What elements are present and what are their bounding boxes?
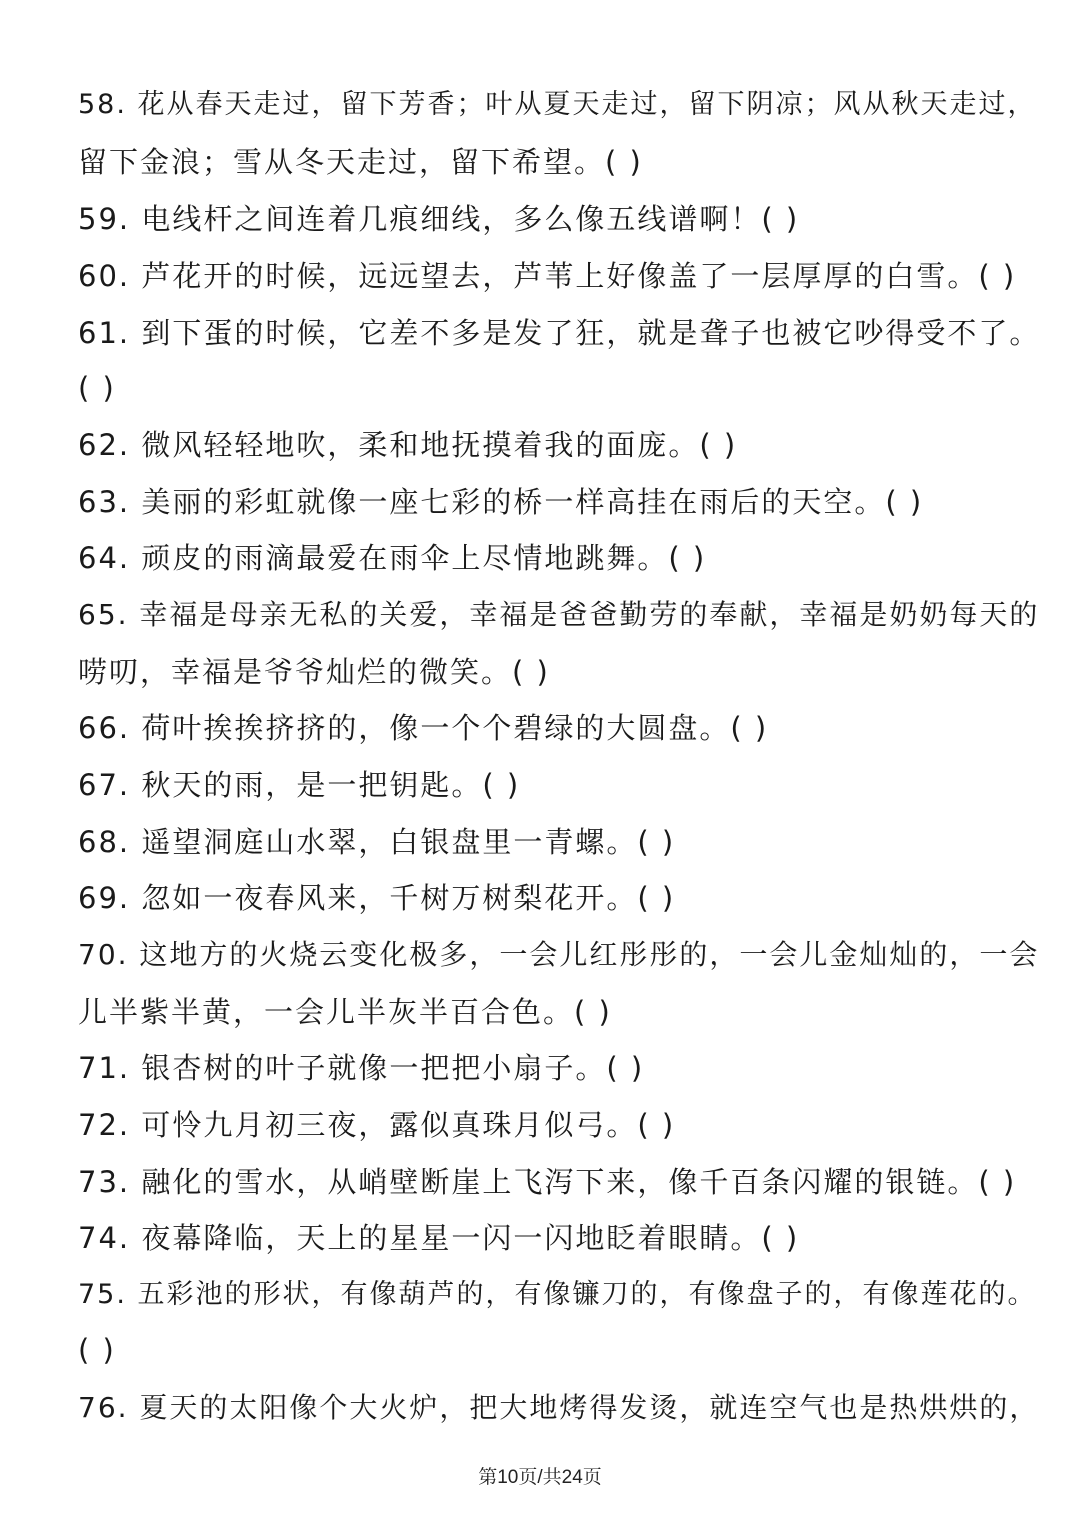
- line-62: 62. 微风轻轻地吹，柔和地抚摸着我的面庞。( ): [78, 428, 738, 462]
- line-65b: 唠叨，幸福是爷爷灿烂的微笑。( ): [78, 655, 550, 689]
- line-59: 59. 电线杆之间连着几痕细线，多么像五线谱啊！( ): [78, 202, 800, 236]
- line-76: 76. 夏天的太阳像个大火炉，把大地烤得发烫，就连空气也是热烘烘的，: [78, 1391, 1040, 1424]
- line-69: 69. 忽如一夜春风来，千树万树梨花开。( ): [78, 881, 676, 915]
- line-58a: 58. 花从春天走过，留下芳香；叶从夏天走过，留下阴凉；风从秋天走过，: [78, 89, 1037, 120]
- line-61a: 61. 到下蛋的时候，它差不多是发了狂，就是聋子也被它吵得受不了。: [78, 316, 1041, 350]
- line-74: 74. 夜幕降临，天上的星星一闪一闪地眨着眼睛。( ): [78, 1221, 800, 1255]
- line-75b: ( ): [78, 1333, 116, 1367]
- line-68: 68. 遥望洞庭山水翠，白银盘里一青螺。( ): [78, 825, 676, 859]
- page-number: 第10页/共24页: [478, 1467, 602, 1488]
- line-64: 64. 顽皮的雨滴最爱在雨伞上尽情地跳舞。( ): [78, 541, 707, 575]
- line-73: 73. 融化的雪水，从峭壁断崖上飞泻下来，像千百条闪耀的银链。( ): [78, 1165, 1017, 1199]
- line-65a: 65. 幸福是母亲无私的关爱，幸福是爸爸勤劳的奉献，幸福是奶奶每天的: [78, 598, 1040, 631]
- line-67: 67. 秋天的雨，是一把钥匙。( ): [78, 768, 521, 802]
- line-70b: 儿半紫半黄，一会儿半灰半百合色。( ): [78, 995, 612, 1029]
- line-63: 63. 美丽的彩虹就像一座七彩的桥一样高挂在雨后的天空。( ): [78, 485, 924, 519]
- line-61b: ( ): [78, 371, 116, 405]
- line-75a: 75. 五彩池的形状，有像葫芦的，有像镰刀的，有像盘子的，有像莲花的。: [78, 1279, 1037, 1310]
- line-66: 66. 荷叶挨挨挤挤的，像一个个碧绿的大圆盘。( ): [78, 711, 769, 745]
- line-72: 72. 可怜九月初三夜，露似真珠月似弓。( ): [78, 1108, 676, 1142]
- line-60: 60. 芦花开的时候，远远望去，芦苇上好像盖了一层厚厚的白雪。( ): [78, 259, 1017, 293]
- line-71: 71. 银杏树的叶子就像一把把小扇子。( ): [78, 1051, 645, 1085]
- line-58b: 留下金浪；雪从冬天走过，留下希望。( ): [78, 145, 643, 179]
- line-70a: 70. 这地方的火烧云变化极多，一会儿红彤彤的，一会儿金灿灿的，一会: [78, 938, 1040, 971]
